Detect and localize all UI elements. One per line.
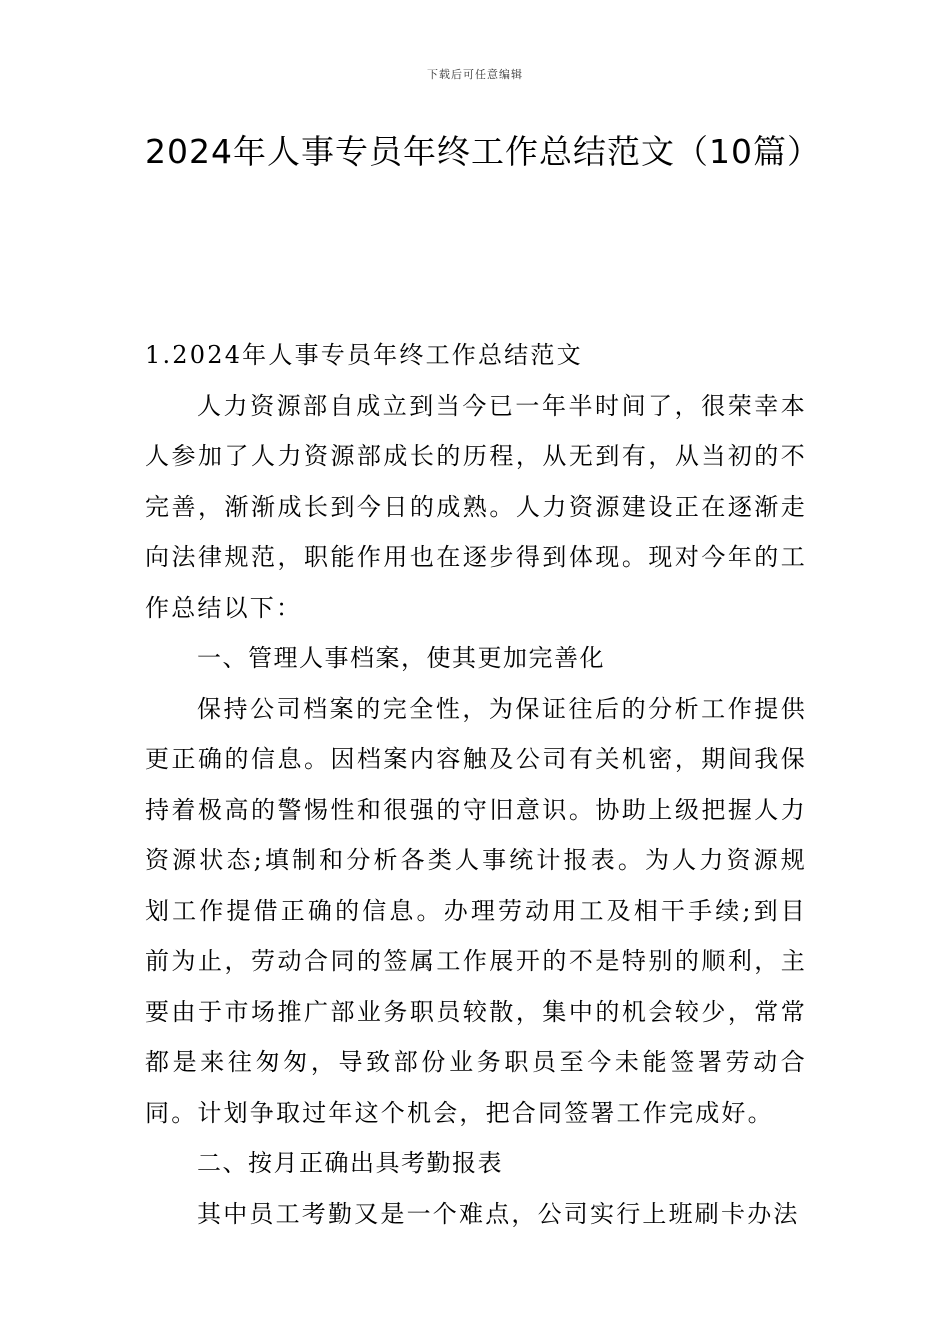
header-note: 下载后可任意编辑 — [427, 68, 523, 81]
body-paragraph: 保持公司档案的完全性，为保证往后的分析工作提供更正确的信息。因档案内容触及公司有关机密，期间我保持着极高的警惕性和很强的守旧意识。协助上级把握人力资源状态;填制和分析各类人事统计报表。为人力资源规划工作提借正确的信息。办理劳动用工及相干手续;到目前为止，劳动合同的签属工作展开的不是特别的顺利，主要由于市场推广部业务职员较散，集中的机会较少，常常都是来往匆匆，导致部份业务职员至今未能签署劳动合同。计划争取过年这个机会，把合同签署工作完成好。 — [145, 694, 807, 1127]
section-title: 一、管理人事档案，使其更加完善化 — [197, 644, 605, 672]
section-title: 二、按月正确出具考勤报表 — [197, 1149, 503, 1177]
body-paragraph: 其中员工考勤又是一个难点，公司实行上班刷卡办法 — [197, 1199, 800, 1228]
body-paragraph: 人力资源部自成立到当今已一年半时间了，很荣幸本人参加了人力资源部成长的历程，从无到有，从当初的不完善，渐渐成长到今日的成熟。人力资源建设正在逐渐走向法律规范，职能作用也在逐步得到体现。现对今年的工作总结以下： — [145, 391, 807, 622]
document-body — [145, 330, 807, 1239]
document-title: 2024年人事专员年终工作总结范文（10篇） — [145, 132, 821, 171]
section-heading: 1.2024年人事专员年终工作总结范文 — [145, 341, 583, 369]
